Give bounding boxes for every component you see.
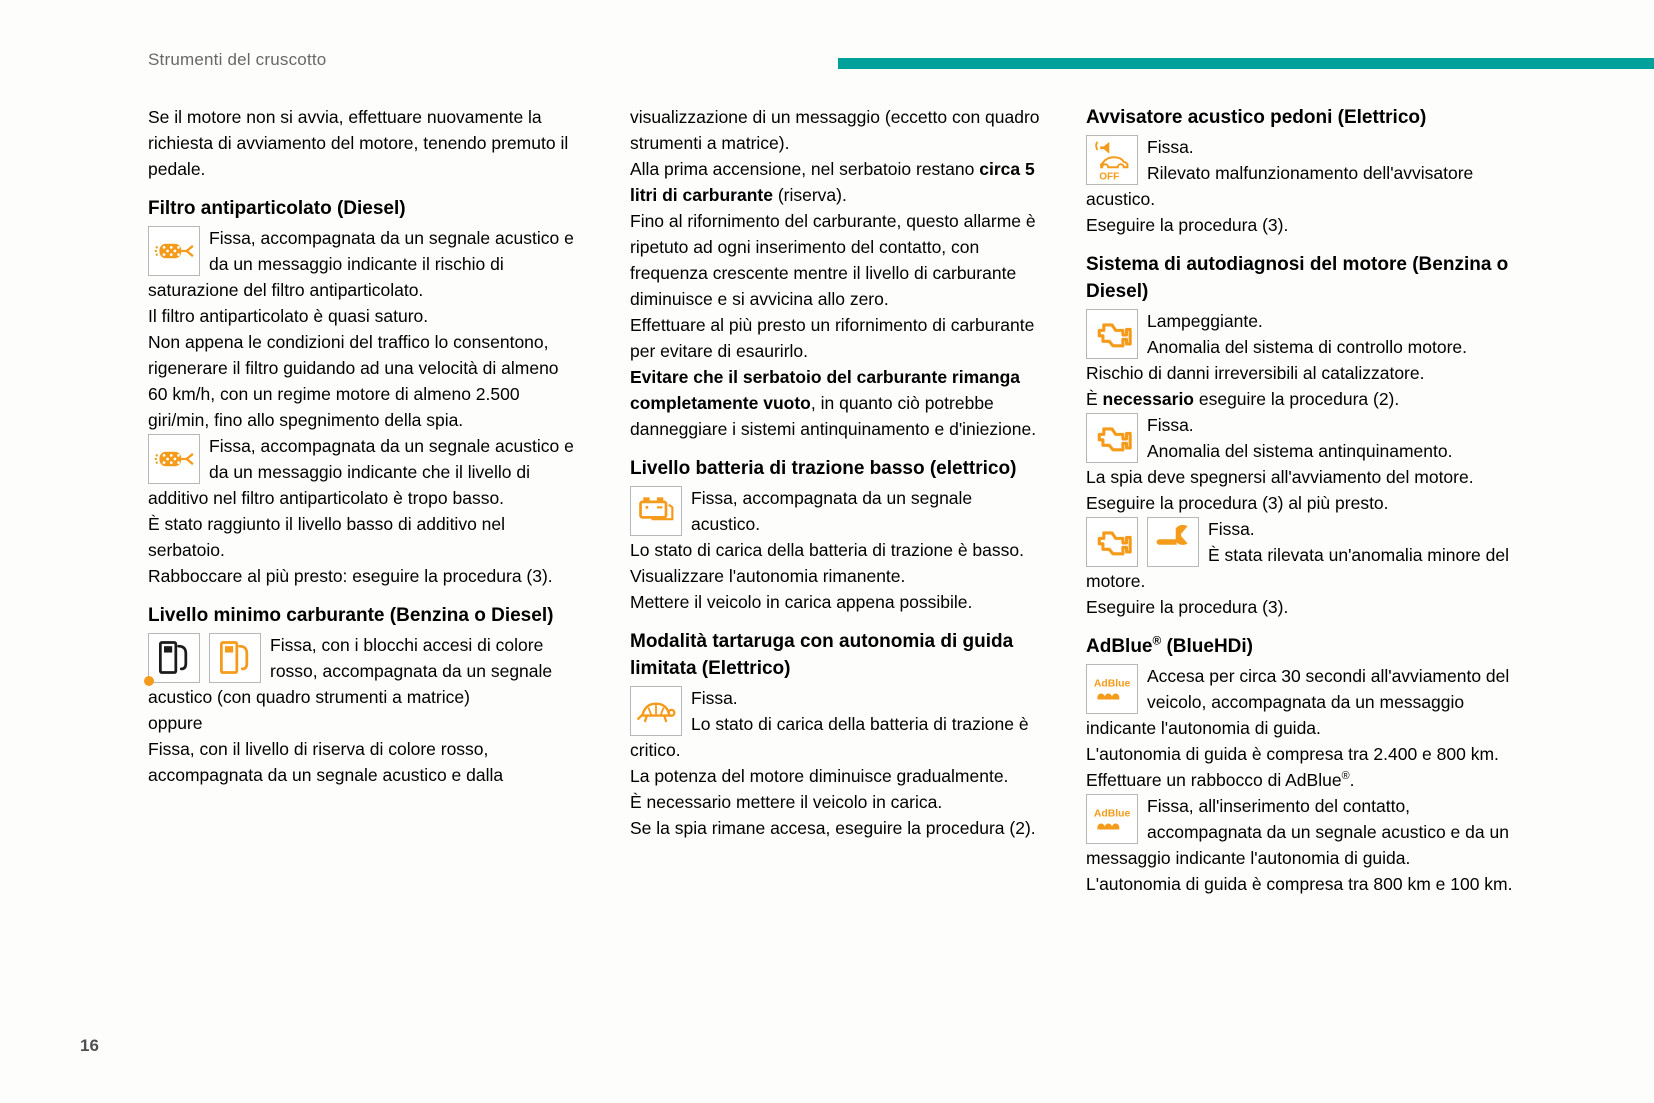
fuel-pump-black-icon <box>148 633 200 683</box>
turtle-icon <box>630 686 682 736</box>
text-run: Lampeggiante. <box>1147 311 1263 331</box>
turtle-glyph <box>636 691 676 731</box>
body-paragraph: Rischio di danni irreversibili al catalizzatore. <box>1086 363 1425 383</box>
body-paragraph: oppure <box>148 713 203 733</box>
text-run-bold: necessario <box>1102 389 1194 409</box>
engine-glyph <box>1092 418 1132 458</box>
pedestrian-horn-off-icon <box>1086 135 1138 185</box>
body-paragraph: È necessario mettere il veicolo in carica. <box>630 792 943 812</box>
body-paragraph: Il filtro antiparticolato è quasi saturo. <box>148 306 429 326</box>
text-run: AdBlue <box>1086 636 1153 657</box>
body-paragraph <box>630 156 1044 208</box>
text-run: Rilevato malfunzionamento dell'avvisatore acustico. <box>1086 163 1474 209</box>
text-run-bold: Evitare che il serbatoio del carburante rimanga completamente vuoto <box>630 367 1020 413</box>
icon-paragraph <box>1086 134 1514 212</box>
particulate-filter-additive-icon <box>148 434 200 484</box>
battery-glyph <box>636 491 676 531</box>
icon-paragraph <box>1086 308 1514 360</box>
column-1 <box>148 104 576 788</box>
text-run: Fissa. <box>691 688 738 708</box>
particulate-filter-glyph <box>154 231 194 271</box>
text-run: Fissa. <box>1208 519 1255 539</box>
particulate-filter-icon <box>148 226 200 276</box>
text-run: Anomalia del sistema di controllo motore. <box>1147 337 1468 357</box>
body-paragraph: Non appena le condizioni del traffico lo consentono, rigenerare il filtro guidando ad una velocità di almeno 60 km/h, con un regime motore di almeno 2.500 giri/min, fino allo spegnimento della spia. <box>148 332 559 430</box>
icon-paragraph <box>148 225 576 303</box>
body-paragraph: È stato raggiunto il livello basso di additivo nel serbatoio. <box>148 514 506 560</box>
body-paragraph: Lo stato di carica della batteria di trazione è basso. <box>630 540 1024 560</box>
body-paragraph <box>1086 767 1514 793</box>
emissions-engine-icon <box>1086 413 1138 463</box>
page-header-title: Strumenti del cruscotto <box>148 50 327 69</box>
section-heading: Avvisatore acustico pedoni (Elettrico) <box>1086 107 1427 128</box>
fuel-pump-glyph <box>215 638 255 678</box>
icon-paragraph <box>630 485 1044 537</box>
icon-paragraph <box>148 433 576 511</box>
body-paragraph: Rabboccare al più presto: eseguire la procedura (3). <box>148 566 553 586</box>
pedestrian-horn-glyph <box>1092 140 1132 180</box>
fuel-pump-orange-icon <box>209 633 261 683</box>
text-run: (BlueHDi) <box>1161 636 1253 657</box>
section-heading: Modalità tartaruga con autonomia di guida limitata (Elettrico) <box>630 631 1014 679</box>
body-paragraph: L'autonomia di guida è compresa tra 2.400 e 800 km. <box>1086 744 1499 764</box>
body-paragraph <box>1086 386 1514 412</box>
text-run: È stata rilevata un'anomalia minore del motore. <box>1086 545 1510 591</box>
adblue-glyph <box>1092 669 1132 709</box>
fuel-reserve-dot-icon <box>144 676 154 686</box>
traction-battery-icon <box>630 486 682 536</box>
adblue-icon <box>1086 664 1138 714</box>
page-number: 16 <box>80 1036 99 1055</box>
body-paragraph: Effettuare al più presto un rifornimento di carburante per evitare di esaurirlo. <box>630 315 1035 361</box>
column-3 <box>1086 104 1514 897</box>
engine-glyph <box>1092 314 1132 354</box>
registered-mark: ® <box>1341 770 1350 783</box>
adblue-glyph <box>1092 799 1132 839</box>
adblue-label: AdBlue <box>1093 808 1131 820</box>
text-run: Effettuare un rabbocco di AdBlue <box>1086 770 1342 790</box>
text-run: Fissa. <box>1147 415 1194 435</box>
adblue-icon <box>1086 794 1138 844</box>
text-run: Fissa, con i blocchi accesi di colore rosso, accompagnata da un segnale acustico (con quadro strumenti a matrice) <box>148 635 553 707</box>
text-run: È <box>1086 389 1103 409</box>
wrench-icon <box>1147 517 1199 567</box>
text-run: Fissa, all'inserimento del contatto, accompagnata da un segnale acustico e da un messaggio indicante l'autonomia di guida. <box>1086 796 1509 868</box>
body-paragraph: La spia deve spegnersi all'avviamento del motore. <box>1086 467 1474 487</box>
body-paragraph: Eseguire la procedura (3). <box>1086 215 1289 235</box>
registered-mark: ® <box>1152 634 1162 648</box>
minor-fault-engine-icon <box>1086 517 1138 567</box>
body-paragraph: visualizzazione di un messaggio (eccetto con quadro strumenti a matrice). <box>630 107 1040 153</box>
icon-paragraph <box>1086 516 1514 594</box>
text-run: Anomalia del sistema antinquinamento. <box>1147 441 1453 461</box>
body-paragraph: Eseguire la procedura (3). <box>1086 597 1289 617</box>
text-run-bold: circa 5 litri di carburante <box>630 159 1035 205</box>
text-run: Lo stato di carica della batteria di trazione è critico. <box>630 714 1029 760</box>
check-engine-icon <box>1086 309 1138 359</box>
column-2 <box>630 104 1044 841</box>
text-run: eseguire la procedura (2). <box>1194 389 1400 409</box>
fuel-pump-glyph <box>154 638 194 678</box>
text-run: . <box>1349 770 1355 790</box>
accent-bar <box>838 58 1654 69</box>
body-paragraph: Fissa, con il livello di riserva di colore rosso, accompagnata da un segnale acustico e dalla <box>148 739 504 785</box>
text-run: Fissa, accompagnata da un segnale acustico e da un messaggio indicante che il livello di additivo nel filtro antiparticolato è tropo basso. <box>148 436 574 508</box>
text-run: Fissa, accompagnata da un segnale acustico. <box>691 488 973 534</box>
icon-paragraph <box>1086 663 1514 741</box>
section-heading: Livello minimo carburante (Benzina o Diesel) <box>148 605 554 626</box>
engine-glyph <box>1092 522 1132 562</box>
body-paragraph <box>630 364 1044 442</box>
body-paragraph: La potenza del motore diminuisce gradualmente. <box>630 766 1009 786</box>
icon-paragraph <box>1086 412 1514 464</box>
body-paragraph: Se la spia rimane accesa, eseguire la procedura (2). <box>630 818 1036 838</box>
text-run: Fissa, accompagnata da un segnale acustico e da un messaggio indicante il rischio di saturazione del filtro antiparticolato. <box>148 228 574 300</box>
section-heading: Sistema di autodiagnosi del motore (Benzina o Diesel) <box>1086 254 1509 302</box>
icon-paragraph <box>148 632 576 710</box>
icon-paragraph <box>630 685 1044 763</box>
body-paragraph: Visualizzare l'autonomia rimanente. <box>630 566 906 586</box>
body-paragraph: Eseguire la procedura (3) al più presto. <box>1086 493 1389 513</box>
section-heading: Filtro antiparticolato (Diesel) <box>148 198 406 219</box>
section-heading <box>1086 633 1514 660</box>
body-paragraph: Fino al rifornimento del carburante, questo allarme è ripetuto ad ogni inserimento del contatto, con frequenza crescente mentre il livello di carburante diminuisce e si avvicina allo zero. <box>630 211 1036 309</box>
text-run: Alla prima accensione, nel serbatoio restano <box>630 159 980 179</box>
adblue-label: AdBlue <box>1093 678 1131 690</box>
text-run: Fissa. <box>1147 137 1194 157</box>
text-run: (riserva). <box>772 185 847 205</box>
text-run: Accesa per circa 30 secondi all'avviamento del veicolo, accompagnata da un messaggio indicante l'autonomia di guida. <box>1086 666 1510 738</box>
particulate-filter-glyph <box>154 439 194 479</box>
horn-off-label: OFF <box>1099 171 1120 180</box>
section-heading: Livello batteria di trazione basso (elettrico) <box>630 458 1017 479</box>
icon-paragraph <box>1086 793 1514 871</box>
body-paragraph: Se il motore non si avvia, effettuare nuovamente la richiesta di avviamento del motore, tenendo premuto il pedale. <box>148 107 569 179</box>
text-run: , in quanto ciò potrebbe danneggiare i sistemi antinquinamento e d'iniezione. <box>630 393 1037 439</box>
body-paragraph: Mettere il veicolo in carica appena possibile. <box>630 592 973 612</box>
body-paragraph: L'autonomia di guida è compresa tra 800 km e 100 km. <box>1086 874 1513 894</box>
wrench-glyph <box>1153 522 1193 562</box>
